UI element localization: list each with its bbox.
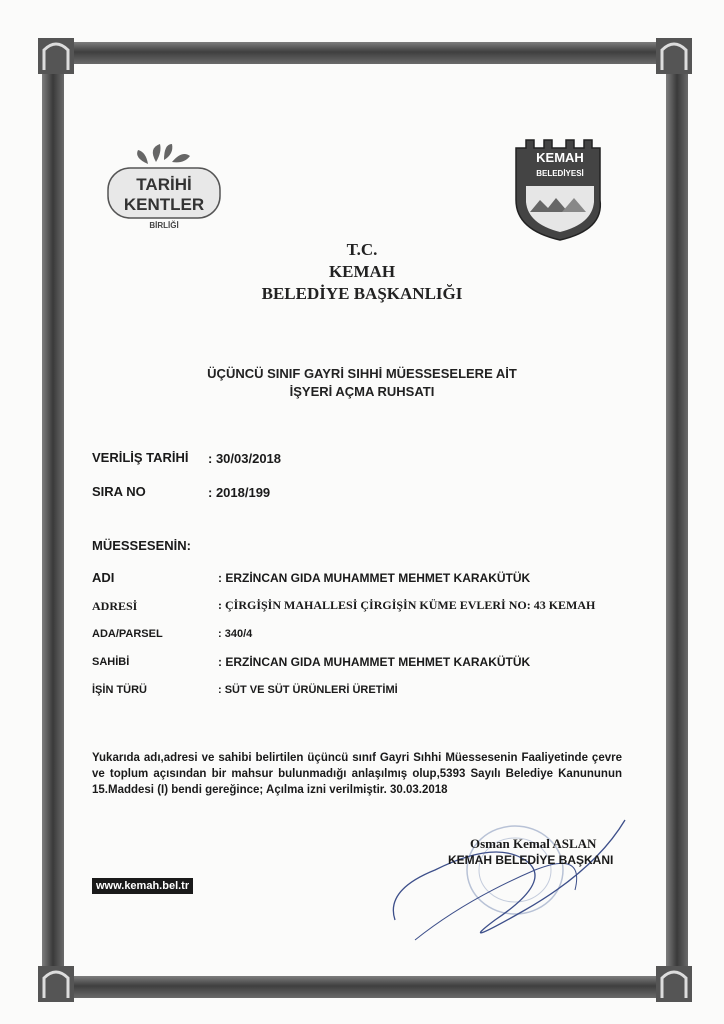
corner-ornament-icon [654, 36, 694, 76]
kemah-belediyesi-logo [512, 138, 608, 242]
svg-text:BELEDİYESİ: BELEDİYESİ [536, 169, 584, 178]
website-link[interactable]: www.kemah.bel.tr [92, 878, 193, 894]
issue-date-label: VERİLİŞ TARİHİ [92, 450, 189, 465]
address-label: ADRESİ [92, 599, 138, 613]
sequence-value: : 2018/199 [208, 485, 271, 500]
border-bottom [54, 976, 676, 998]
issue-date-value: : 30/03/2018 [208, 451, 282, 466]
parcel-label: ADA/PARSEL [92, 628, 163, 640]
name-label: ADI [92, 570, 115, 585]
authorization-paragraph: Yukarıda adı,adresi ve sahibi belirtilen üçüncü sınıf Gayri Sıhhi Müessesenin Faaliyetinde çevre ve toplum açısından bir mahsur bulunmadığı anlaşılmış olup,5393 Sayılı Belediye Kanununun 15.Maddesi (I) bendi gereğince; Açılma izni verilmiştir. 30.03.2018 [92, 752, 622, 796]
border-top [54, 42, 676, 64]
parcel-value: : 340/4 [218, 628, 253, 640]
owner-label: SAHİBİ [92, 656, 130, 668]
signatory-title: KEMAH BELEDİYE BAŞKANI [448, 853, 614, 867]
svg-text:KEMAH: KEMAH [536, 150, 584, 165]
corner-ornament-icon [654, 964, 694, 1004]
name-value: : ERZİNCAN GIDA MUHAMMET MEHMET KARAKÜTÜK [218, 571, 531, 585]
business-type-value: : SÜT VE SÜT ÜRÜNLERİ ÜRETİMİ [218, 684, 398, 696]
svg-text:BİRLİĞİ: BİRLİĞİ [149, 221, 179, 230]
border-right [666, 54, 688, 986]
owner-value: : ERZİNCAN GIDA MUHAMMET MEHMET KARAKÜTÜK [218, 655, 531, 669]
business-type-label: İŞİN TÜRÜ [92, 684, 147, 696]
svg-text:TARİHİ: TARİHİ [136, 175, 192, 194]
sequence-label: SIRA NO [92, 484, 146, 499]
tarihi-kentler-logo [100, 140, 230, 235]
tc-heading: T.C. [346, 240, 378, 259]
address-value: : ÇİRGİŞİN MAHALLESİ ÇİRGİŞİN KÜME EVLERİ NO: 43 KEMAH [218, 598, 596, 612]
document-title-line1: ÜÇÜNCÜ SINIF GAYRİ SIHHİ MÜESSESELERE AİT [207, 366, 517, 381]
corner-ornament-icon [36, 36, 76, 76]
corner-ornament-icon [36, 964, 76, 1004]
border-left [42, 54, 64, 986]
establishment-section-label: MÜESSESENİN: [92, 538, 191, 553]
signature-stamp [375, 800, 635, 960]
document-title-line2: İŞYERİ AÇMA RUHSATI [289, 384, 435, 399]
svg-text:KENTLER: KENTLER [123, 195, 205, 214]
office-heading: BELEDİYE BAŞKANLIĞI [261, 284, 463, 303]
signatory-name: Osman Kemal ASLAN [470, 836, 597, 851]
town-heading: KEMAH [328, 262, 396, 281]
